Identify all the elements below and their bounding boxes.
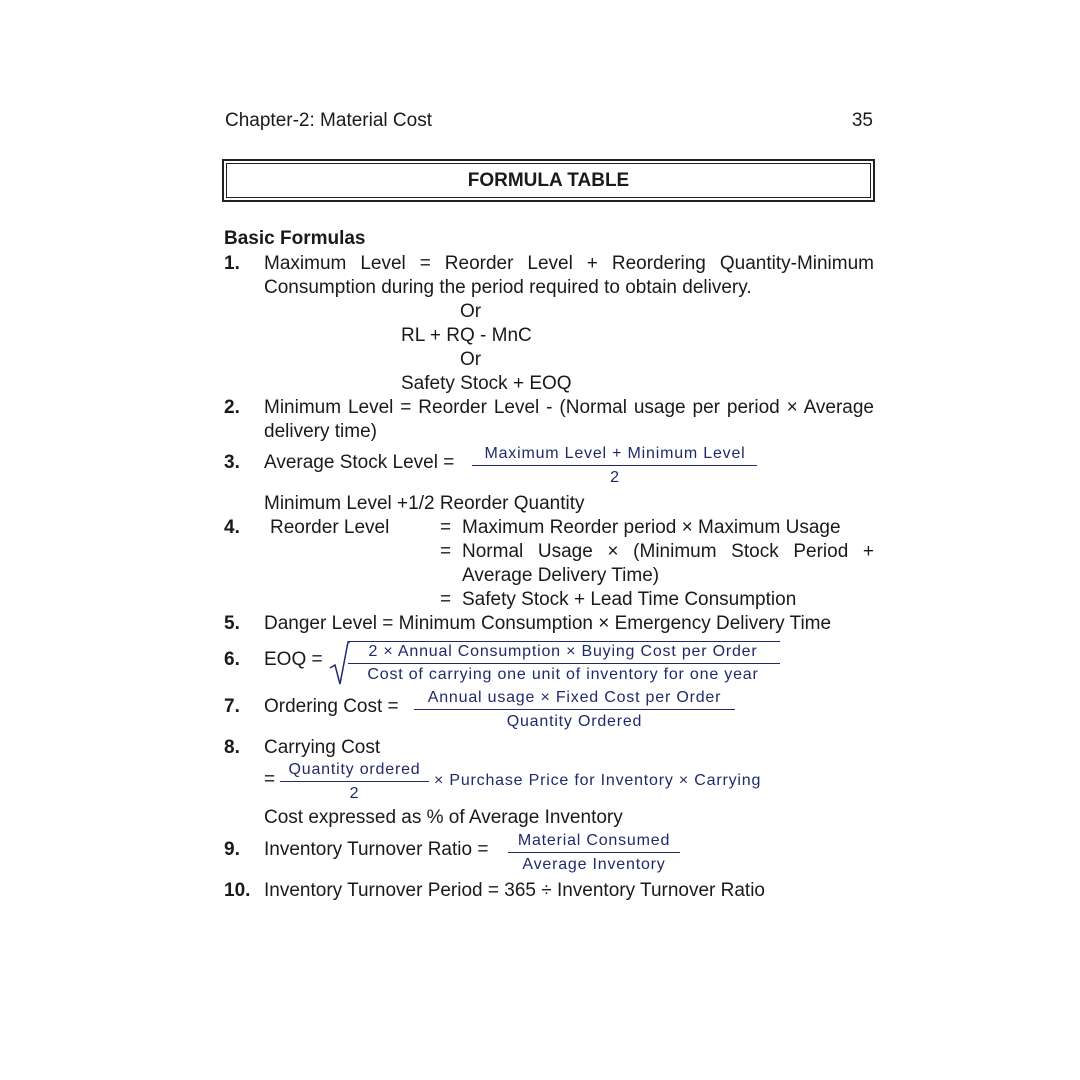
formula-9-denominator: Average Inventory bbox=[522, 856, 666, 873]
formula-1-alt-1: RL + RQ - MnC bbox=[401, 325, 532, 346]
formula-1-or-1: Or bbox=[460, 301, 482, 322]
formula-4-eq-1: = bbox=[440, 517, 452, 538]
formula-6-label: EOQ = bbox=[264, 649, 323, 670]
formula-8-fraction-bar bbox=[280, 781, 429, 782]
formula-8-eq: = bbox=[264, 769, 276, 790]
formula-1-line-1: Maximum Level = Reorder Level + Reordering Quantity-Minimum bbox=[264, 253, 874, 274]
formula-1-line-2: Consumption during the period required to obtain delivery. bbox=[264, 277, 752, 298]
formula-6-denominator: Cost of carrying one unit of inventory for one year bbox=[367, 666, 759, 683]
formula-7-denominator: Quantity Ordered bbox=[506, 713, 643, 730]
item-number-9: 9. bbox=[224, 839, 240, 860]
formula-8-label: Carrying Cost bbox=[264, 737, 381, 758]
formula-9-label: Inventory Turnover Ratio = bbox=[264, 839, 489, 860]
formula-4-rhs-2a: Normal Usage × (Minimum Stock Period + bbox=[462, 541, 874, 562]
formula-4-eq-2: = bbox=[440, 541, 452, 562]
item-number-1: 1. bbox=[224, 253, 240, 274]
formula-3-denominator: 2 bbox=[610, 469, 620, 486]
formula-3-fraction-bar bbox=[472, 465, 757, 466]
formula-4-eq-3: = bbox=[440, 589, 452, 610]
item-number-5: 5. bbox=[224, 613, 240, 634]
formula-1-or-2: Or bbox=[460, 349, 482, 370]
item-number-2: 2. bbox=[224, 397, 240, 418]
item-number-4: 4. bbox=[224, 517, 240, 538]
formula-2-line-1: Minimum Level = Reorder Level - (Normal usage per period × Average bbox=[264, 397, 874, 418]
formula-6-numerator: 2 × Annual Consumption × Buying Cost per Order bbox=[368, 643, 758, 660]
formula-9-numerator: Material Consumed bbox=[517, 832, 671, 849]
formula-3-numerator: Maximum Level + Minimum Level bbox=[484, 445, 746, 462]
formula-4-rhs-3: Safety Stock + Lead Time Consumption bbox=[462, 589, 797, 610]
formula-table-title: FORMULA TABLE bbox=[226, 163, 871, 198]
section-heading: Basic Formulas bbox=[224, 228, 366, 249]
formula-2-line-2: delivery time) bbox=[264, 421, 377, 442]
formula-8-line-3: Cost expressed as % of Average Inventory bbox=[264, 807, 623, 828]
item-number-7: 7. bbox=[224, 696, 240, 717]
formula-7-fraction-bar bbox=[414, 709, 735, 710]
page-number: 35 bbox=[851, 110, 873, 131]
formula-4-label: Reorder Level bbox=[270, 517, 390, 538]
formula-5-text: Danger Level = Minimum Consumption × Emergency Delivery Time bbox=[264, 613, 832, 634]
formula-8-rest: × Purchase Price for Inventory × Carrying bbox=[434, 772, 762, 789]
formula-4-rhs-1: Maximum Reorder period × Maximum Usage bbox=[462, 517, 841, 538]
chapter-title: Chapter-2: Material Cost bbox=[225, 110, 432, 131]
item-number-6: 6. bbox=[224, 649, 240, 670]
formula-7-label: Ordering Cost = bbox=[264, 696, 399, 717]
formula-10-text: Inventory Turnover Period = 365 ÷ Inventory Turnover Ratio bbox=[264, 880, 765, 901]
formula-3-alt: Minimum Level +1/2 Reorder Quantity bbox=[264, 493, 585, 514]
formula-3-label: Average Stock Level = bbox=[264, 452, 455, 473]
item-number-8: 8. bbox=[224, 737, 240, 758]
formula-6-fraction-bar bbox=[348, 663, 780, 664]
item-number-10: 10. bbox=[224, 880, 251, 901]
formula-7-numerator: Annual usage × Fixed Cost per Order bbox=[427, 689, 722, 706]
page-header bbox=[225, 110, 873, 132]
formula-8-denominator: 2 bbox=[349, 785, 360, 802]
item-number-3: 3. bbox=[224, 452, 240, 473]
formula-1-alt-2: Safety Stock + EOQ bbox=[401, 373, 572, 394]
formula-9-fraction-bar bbox=[508, 852, 680, 853]
formula-8-numerator: Quantity ordered bbox=[288, 761, 421, 778]
formula-table-title-box bbox=[222, 159, 875, 202]
formula-4-rhs-2b: Average Delivery Time) bbox=[462, 565, 660, 586]
